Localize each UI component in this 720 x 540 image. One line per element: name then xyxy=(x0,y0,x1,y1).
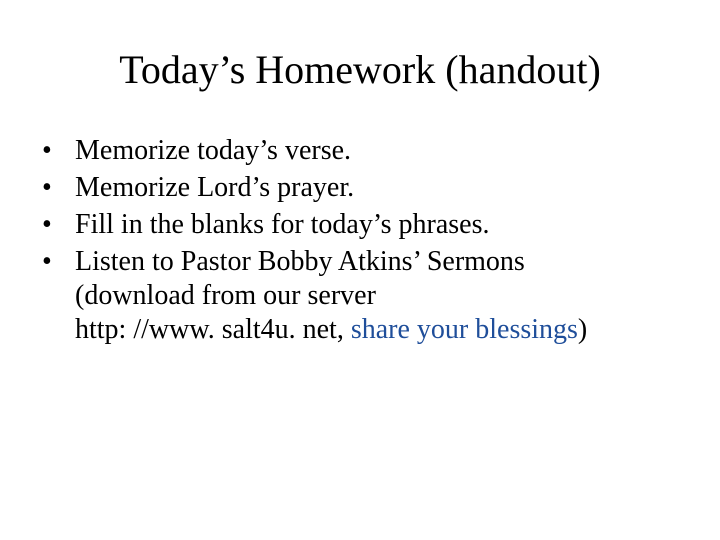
server-url-line xyxy=(75,313,682,347)
download-line: (download from our server xyxy=(75,280,376,311)
list-item xyxy=(42,134,682,168)
homework-list xyxy=(42,134,682,350)
bullet-icon: • xyxy=(42,172,52,203)
list-item-text: Memorize today’s verse. xyxy=(75,135,352,166)
list-item-text: Memorize Lord’s prayer. xyxy=(75,172,355,203)
list-item xyxy=(42,171,682,205)
list-item xyxy=(42,245,682,347)
list-item-text: Fill in the blanks for today’s phrases. xyxy=(75,209,490,240)
bullet-icon: • xyxy=(42,135,52,166)
list-item xyxy=(42,208,682,242)
bullet-icon: • xyxy=(42,246,52,277)
server-url-text: http: //www. salt4u. net, xyxy=(75,314,351,345)
bullet-icon: • xyxy=(42,209,52,240)
sermons-line: Listen to Pastor Bobby Atkins’ Sermons xyxy=(75,246,525,277)
share-blessings-link[interactable]: share your blessings xyxy=(350,314,578,345)
closing-paren: ) xyxy=(577,314,588,345)
slide-title: Today’s Homework (handout) xyxy=(119,47,601,92)
